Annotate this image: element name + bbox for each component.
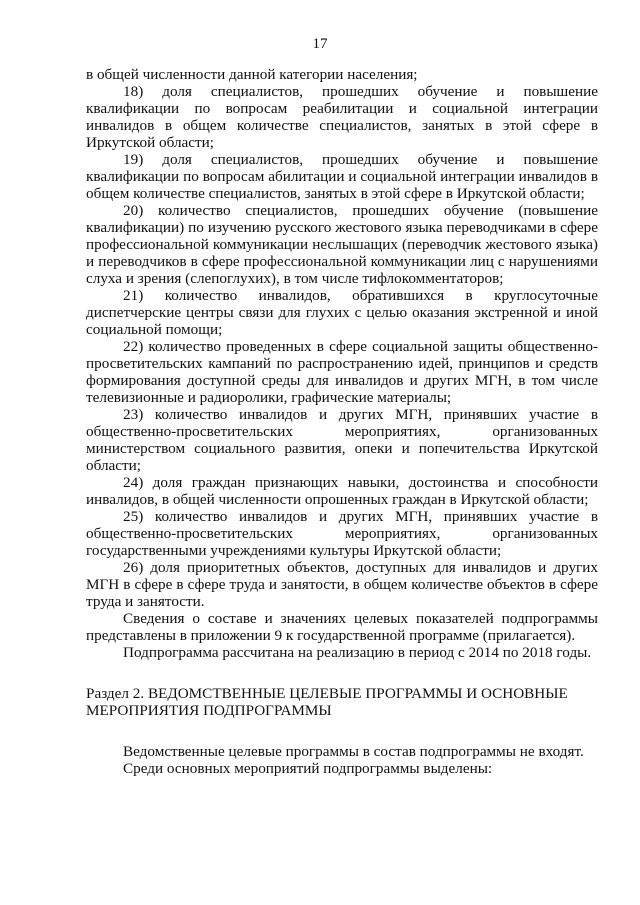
list-item-25: 25) количество инвалидов и других МГН, принявших участие в общественно-просветительских мероприятиях, организованных государственными учреждениями культуры Иркутской области; [86, 508, 598, 559]
list-item-26: 26) доля приоритетных объектов, доступных для инвалидов и других МГН в сфере в сфере труда и занятости, в общем количестве объектов в сфере труда и занятости. [86, 559, 598, 610]
section-paragraph: Ведомственные целевые программы в состав подпрограммы не входят. [123, 743, 584, 760]
section-heading-line1: Раздел 2. ВЕДОМСТВЕННЫЕ ЦЕЛЕВЫЕ ПРОГРАММЫ И ОСНОВНЫЕ [86, 685, 568, 702]
list-item-21: 21) количество инвалидов, обратившихся в круглосуточные диспетчерские центры связи для глухих с целью оказания экстренной и иной социальной помощи; [86, 287, 598, 338]
section-paragraph: Среди основных мероприятий подпрограммы выделены: [123, 760, 493, 777]
list-item-23: 23) количество инвалидов и других МГН, принявших участие в общественно-просветительских мероприятиях, организованных министерством социального развития, опеки и попечительства Иркутской области; [86, 406, 598, 474]
list-item-18: 18) доля специалистов, прошедших обучение и повышение квалификации по вопросам реабилитации и социальной интеграции инвалидов в общем количестве специалистов, занятых в этой сфере в Иркутской области; [86, 83, 598, 151]
paragraph-period: Подпрограмма рассчитана на реализацию в период с 2014 по 2018 годы. [123, 644, 592, 661]
document-body [86, 66, 598, 777]
list-item-24: 24) доля граждан признающих навыки, достоинства и способности инвалидов, в общей численности опрошенных граждан в Иркутской области; [86, 474, 598, 508]
section-heading-line2: МЕРОПРИЯТИЯ ПОДПРОГРАММЫ [86, 702, 332, 719]
paragraph-continuation: в общей численности данной категории населения; [86, 66, 418, 83]
list-item-20: 20) количество специалистов, прошедших обучение (повышение квалификации) по изучению русского жестового языка переводчиками в сфере профессиональной коммуникации неслышащих (переводчик жестового языка) и переводчиков в сфере профессиональной коммуникации лиц с нарушениями слуха и зрения (слепоглухих), в том числе тифлокомментаторов; [86, 202, 598, 287]
page-number: 17 [312, 36, 328, 52]
paragraph-indicators-info: Сведения о составе и значениях целевых показателей подпрограммы представлены в приложении 9 к государственной программе (прилагается). [86, 610, 598, 644]
list-item-22: 22) количество проведенных в сфере социальной защиты общественно-просветительских кампаний по распространению идей, принципов и средств формирования доступной среды для инвалидов и других МГН, в том числе телевизионные и радиоролики, графические материалы; [86, 338, 598, 406]
list-item-19: 19) доля специалистов, прошедших обучение и повышение квалификации по вопросам абилитации и социальной интеграции инвалидов в общем количестве специалистов, занятых в этой сфере в Иркутской области; [86, 151, 598, 202]
section-heading [86, 685, 598, 719]
